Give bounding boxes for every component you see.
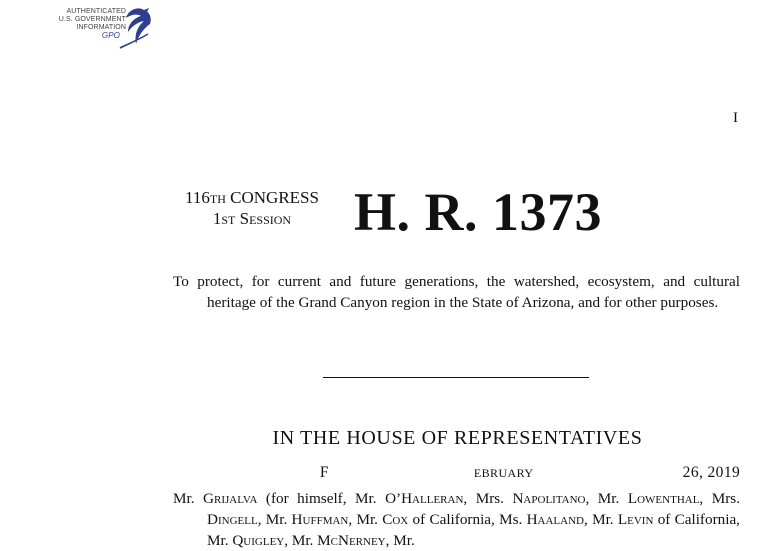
congress-word: CONGRESS (230, 188, 319, 207)
seal-line-2: U.S. GOVERNMENT (58, 16, 126, 23)
seal-line-1: AUTHENTICATED (66, 8, 126, 15)
sponsor-text: Mr. (173, 490, 204, 507)
sponsor-name: Levin (617, 511, 654, 528)
date-text (175, 464, 740, 482)
sponsor-text: , Mr. (257, 511, 292, 528)
sponsor-name: Cox (382, 511, 409, 528)
sponsor-name: Lowenthal (627, 490, 700, 507)
session-number: 1 (212, 209, 222, 228)
sponsor-name: Napolitano (512, 490, 586, 507)
seal-line-3: INFORMATION (76, 24, 126, 31)
congress-line (172, 188, 332, 209)
congress-number: 116 (185, 188, 210, 207)
session-word: Session (239, 209, 292, 228)
sponsor-text: , Mr. (385, 532, 415, 549)
sponsor-text: , Mrs. (463, 490, 513, 507)
session-line (172, 209, 332, 230)
date-day-year: 26, 2019 (682, 464, 741, 481)
sponsors-paragraph (173, 488, 740, 549)
sponsor-name: McNerney (317, 532, 386, 549)
chamber-heading (0, 427, 770, 450)
congress-session-block (172, 188, 332, 230)
congress-suffix: TH (209, 192, 226, 206)
sponsor-text: , Mr. (348, 511, 383, 528)
sponsor-name: O’Halleran (385, 490, 464, 507)
sponsor-text: , Mr. (284, 532, 318, 549)
sponsor-name: Quigley (232, 532, 285, 549)
sponsor-name: Huffman (291, 511, 349, 528)
sponsor-text: , Mr. (584, 511, 618, 528)
eagle-icon (114, 4, 154, 54)
chamber-heading-text: IN THE HOUSE OF REPRESENTATIVES (272, 427, 643, 449)
bill-purpose: To protect, for current and future generations, the watershed, ecosystem, and cultural heritage of the Grand Canyon region in the State of Arizona, and for other purposes. (173, 273, 740, 311)
sponsor-text: of California, Mr. (207, 511, 740, 549)
bill-version-mark: I (733, 110, 738, 126)
date-month-initial: F (319, 464, 329, 481)
sponsor-text: (for himself, Mr. (257, 490, 386, 507)
seal-gpo-mark: GPO (101, 31, 120, 40)
sponsor-name: Haaland (526, 511, 584, 528)
gpo-authentication-seal (50, 4, 160, 56)
introduction-date (0, 464, 770, 482)
session-suffix: ST (221, 213, 236, 227)
date-month-rest: EBRUARY (473, 466, 534, 480)
sponsor-name: Grijalva (203, 490, 258, 507)
bill-number: H. R. 1373 (354, 182, 602, 242)
sponsor-text: , Mr. (585, 490, 628, 507)
divider-rule (323, 377, 589, 378)
sponsor-name: Dingell (207, 511, 258, 528)
sponsor-text: of California, Ms. (408, 511, 527, 528)
sponsor-text: , Mrs. (699, 490, 740, 507)
